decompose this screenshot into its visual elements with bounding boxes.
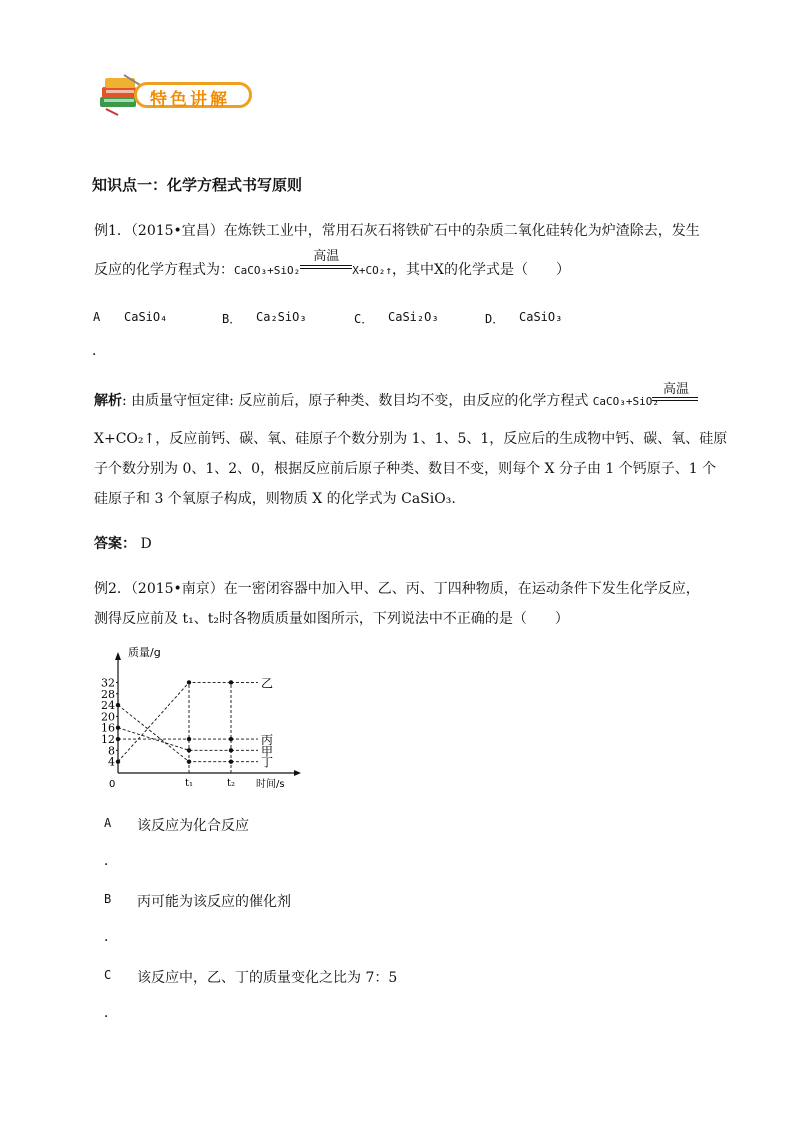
ex2-line2: 测得反应前及 t₁、t₂时各物质质量如图所示，下列说法中不正确的是（ ） (94, 611, 569, 627)
option-key: B (104, 892, 112, 906)
y-tick-label: 20 (101, 710, 115, 724)
ex2-option-b-dot: ． (104, 929, 118, 945)
analysis-label: 解析 (94, 393, 122, 409)
ex2-line1: 例2．（2015•南京）在一密闭容器中加入甲、乙、丙、丁四种物质，在运动条件下发生化学反应， (94, 581, 700, 597)
origin-label: 0 (109, 779, 116, 790)
option-text: 丙可能为该反应的催化剂 (137, 894, 291, 910)
data-point (229, 759, 233, 763)
ex2-option-a-dot: ． (104, 853, 118, 869)
data-point (229, 748, 233, 752)
ex2-option-c (104, 967, 398, 986)
ex2-option-a (104, 815, 249, 834)
analysis-line4: 硅原子和 3 个氧原子构成，则物质 X 的化学式为 CaSiO₃. (94, 491, 456, 507)
series-label: 甲 (261, 744, 274, 759)
ex1-option-c (354, 310, 439, 327)
analysis-line1 (94, 390, 659, 410)
x-tick-label: t₁ (185, 778, 194, 789)
option-text: Ca₂SiO₃ (256, 310, 307, 324)
data-point (187, 680, 191, 684)
option-text: 该反应为化合反应 (137, 818, 249, 834)
option-text: 该反应中，乙、丁的质量变化之比为 7：5 (137, 970, 398, 986)
y-tick-label: 4 (108, 755, 115, 769)
analysis-line3: 子个数分别为 0、1、2、0，根据反应前后原子种类、数目不变，则每个 X 分子由 1 个钙原子、1 个 (94, 461, 717, 477)
analysis-line2: X+CO₂↑，反应前钙、碳、氧、硅原子个数分别为 1、1、5、1，反应后的生成物中钙、碳、氧、硅原 (94, 431, 728, 447)
ex1-line2-suffix: ，其中X的化学式是（ ） (391, 262, 570, 278)
series-label: 乙 (261, 676, 274, 691)
analysis-text1: : 由质量守恒定律: 反应前后，原子种类、数目均不变，由反应的化学方程式 (122, 393, 589, 409)
ex1-option-b (222, 310, 307, 327)
y-tick-label: 12 (101, 733, 115, 747)
x-axis-arrow (294, 770, 301, 776)
analysis-condition-label: 高温 (662, 382, 689, 397)
y-axis-label: 质量/g (128, 646, 161, 659)
series-label: 丁 (261, 755, 274, 770)
x-axis-label: 时间/s (256, 779, 285, 790)
ex1-condition-label: 高温 (313, 249, 340, 264)
option-key: C． (354, 312, 374, 326)
option-text: CaSiO₄ (124, 310, 168, 324)
y-axis-arrow (115, 652, 121, 660)
y-tick-label: 8 (108, 744, 115, 758)
data-point (229, 680, 233, 684)
option-text: CaSiO₃ (519, 310, 563, 324)
option-key: D． (485, 312, 505, 326)
ex1-eq-left: CaCO₃+SiO₂ (234, 264, 301, 277)
option-key: A (104, 816, 112, 830)
data-point (187, 737, 191, 741)
option-text: CaSi₂O₃ (388, 310, 439, 324)
answer-value: D (140, 536, 152, 552)
ex1-option-a (93, 310, 168, 324)
ex2-option-b (104, 891, 291, 910)
series-label: 丙 (261, 733, 274, 748)
y-tick-label: 32 (101, 676, 115, 690)
data-point (229, 737, 233, 741)
y-tick-label: 16 (101, 721, 115, 735)
answer (94, 533, 152, 553)
data-point (187, 748, 191, 752)
data-point (116, 726, 120, 730)
section-title: 知识点一：化学方程式书写原则 (92, 176, 303, 194)
ex1-condition (300, 249, 352, 274)
ex1-dot: ． (92, 343, 106, 359)
option-key: A (93, 310, 101, 324)
data-point (116, 759, 120, 763)
analysis-condition-line (652, 397, 698, 401)
x-tick-label: t₂ (227, 778, 236, 789)
mass-time-chart (96, 640, 316, 800)
option-key: C (104, 968, 112, 982)
ex1-line1: 例1．（2015•宜昌）在炼铁工业中，常用石灰石将铁矿石中的杂质二氧化硅转化为炉渣除去，发生 (94, 223, 700, 239)
ex1-eq-right: X+CO₂↑ (352, 264, 392, 277)
y-tick-label: 24 (101, 699, 115, 713)
analysis-eq: CaCO₃+SiO₂ (592, 395, 660, 408)
option-key: B． (222, 312, 242, 326)
ex1-line2 (94, 249, 570, 279)
ex2-option-c-dot: ． (104, 1005, 118, 1021)
ex1-option-d (485, 310, 563, 327)
ex1-line2-prefix: 反应的化学方程式为： (94, 262, 234, 278)
y-tick-label: 28 (101, 687, 115, 701)
data-point (116, 737, 120, 741)
section-badge (96, 73, 256, 117)
data-point (116, 703, 120, 707)
badge-label: 特色讲解 (150, 90, 230, 110)
answer-label: 答案： (94, 536, 136, 552)
data-point (187, 759, 191, 763)
